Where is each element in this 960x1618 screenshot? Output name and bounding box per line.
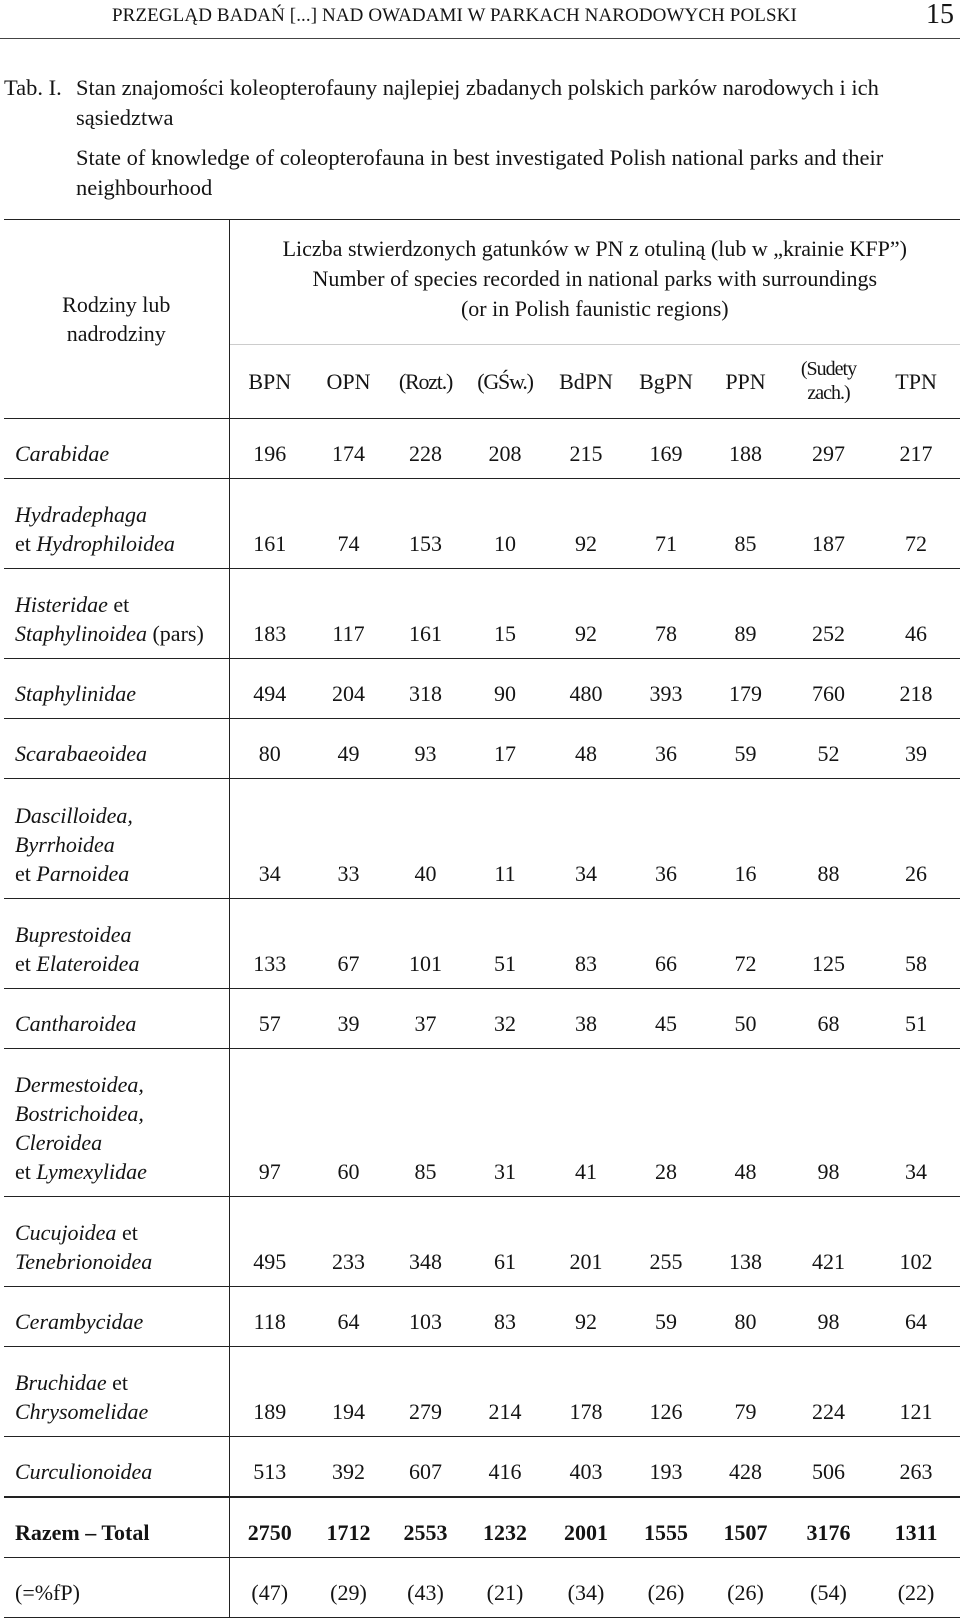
park-header-gsw: (GŚw.) xyxy=(464,345,546,419)
family-name-line xyxy=(15,439,229,468)
species-count: 228 xyxy=(387,419,464,479)
family-name xyxy=(4,419,229,479)
species-count: 506 xyxy=(785,1437,872,1498)
taxon-name: Buprestoidea xyxy=(15,922,132,947)
species-count: 80 xyxy=(229,719,310,779)
species-count: 34 xyxy=(229,779,310,899)
family-name-line xyxy=(15,1218,229,1247)
species-count: 37 xyxy=(387,989,464,1049)
species-count: 72 xyxy=(872,479,960,569)
species-count: 16 xyxy=(706,779,785,899)
taxon-name: Chrysomelidae xyxy=(15,1399,148,1424)
species-count: 59 xyxy=(706,719,785,779)
species-count: 51 xyxy=(464,899,546,989)
taxon-name: Dascilloidea, xyxy=(15,803,133,828)
family-name-line xyxy=(15,1457,229,1486)
family-name-line xyxy=(15,1009,229,1038)
species-count: 255 xyxy=(626,1197,706,1287)
species-count: 97 xyxy=(229,1049,310,1197)
species-count: 74 xyxy=(310,479,387,569)
family-header-line-1: Rodziny lub xyxy=(4,290,229,319)
species-count: 68 xyxy=(785,989,872,1049)
taxon-name: Histeridae xyxy=(15,592,108,617)
species-count: 59 xyxy=(626,1287,706,1347)
taxon-name: Staphylinoidea xyxy=(15,621,147,646)
family-name-line xyxy=(15,920,229,949)
species-count: 121 xyxy=(872,1347,960,1437)
species-count: 118 xyxy=(229,1287,310,1347)
species-count: 51 xyxy=(872,989,960,1049)
species-count: 83 xyxy=(546,899,626,989)
taxon-name: Tenebrionoidea xyxy=(15,1249,152,1274)
span-header-english-1: Number of species recorded in national parks with surroundings xyxy=(230,264,960,294)
species-count: 67 xyxy=(310,899,387,989)
park-header-ppn: PPN xyxy=(706,345,785,419)
table-row xyxy=(4,989,960,1049)
taxon-name: Staphylinidae xyxy=(15,681,136,706)
species-count: 318 xyxy=(387,659,464,719)
family-column-header xyxy=(4,220,229,419)
species-count: 194 xyxy=(310,1347,387,1437)
park-header-bgpn: BgPN xyxy=(626,345,706,419)
species-count: 48 xyxy=(546,719,626,779)
species-count: 88 xyxy=(785,779,872,899)
taxon-name: Bruchidae xyxy=(15,1370,107,1395)
family-name-line xyxy=(15,1099,229,1128)
family-name-line xyxy=(15,1157,229,1186)
species-count: 36 xyxy=(626,779,706,899)
species-count: 403 xyxy=(546,1437,626,1498)
species-count: 98 xyxy=(785,1049,872,1197)
species-count: 79 xyxy=(706,1347,785,1437)
family-name-line xyxy=(15,590,229,619)
species-count: 224 xyxy=(785,1347,872,1437)
running-title: PRZEGLĄD BADAŃ [...] NAD OWADAMI W PARKACH NARODOWYCH POLSKI xyxy=(112,5,797,27)
total-value: 1311 xyxy=(872,1497,960,1558)
species-count: 187 xyxy=(785,479,872,569)
species-count: 92 xyxy=(546,479,626,569)
taxon-name: Dermestoidea, xyxy=(15,1072,144,1097)
taxon-name: Lymexylidae xyxy=(36,1159,147,1184)
family-name-line xyxy=(15,949,229,978)
species-count: 348 xyxy=(387,1197,464,1287)
species-count: 607 xyxy=(387,1437,464,1498)
family-name xyxy=(4,1197,229,1287)
species-count: 11 xyxy=(464,779,546,899)
species-count: 92 xyxy=(546,1287,626,1347)
connector-text: (pars) xyxy=(147,621,204,646)
taxon-name: Bostrichoidea, xyxy=(15,1101,144,1126)
running-header xyxy=(0,0,960,39)
species-count: 480 xyxy=(546,659,626,719)
species-count: 33 xyxy=(310,779,387,899)
species-count: 57 xyxy=(229,989,310,1049)
taxon-name: Cantharoidea xyxy=(15,1011,136,1036)
species-count: 215 xyxy=(546,419,626,479)
taxon-name: Parnoidea xyxy=(36,861,129,886)
table-row xyxy=(4,479,960,569)
total-value: 2750 xyxy=(229,1497,310,1558)
species-count: 760 xyxy=(785,659,872,719)
percent-value: (29) xyxy=(310,1558,387,1618)
coleoptera-table xyxy=(4,219,960,1618)
percent-value: (34) xyxy=(546,1558,626,1618)
species-count: 39 xyxy=(310,989,387,1049)
species-count: 26 xyxy=(872,779,960,899)
species-count: 183 xyxy=(229,569,310,659)
percent-value: (43) xyxy=(387,1558,464,1618)
total-label: Razem – Total xyxy=(4,1497,229,1558)
species-count: 34 xyxy=(546,779,626,899)
taxon-name: Cleroidea xyxy=(15,1130,102,1155)
species-count: 193 xyxy=(626,1437,706,1498)
species-count: 393 xyxy=(626,659,706,719)
family-name-line xyxy=(15,1070,229,1099)
family-name-line xyxy=(15,1368,229,1397)
park-header-opn: OPN xyxy=(310,345,387,419)
species-count: 45 xyxy=(626,989,706,1049)
species-count: 66 xyxy=(626,899,706,989)
species-count: 52 xyxy=(785,719,872,779)
species-count: 189 xyxy=(229,1347,310,1437)
species-count: 85 xyxy=(706,479,785,569)
table-row xyxy=(4,1437,960,1498)
species-count: 71 xyxy=(626,479,706,569)
total-value: 1712 xyxy=(310,1497,387,1558)
species-count: 188 xyxy=(706,419,785,479)
table-row xyxy=(4,1287,960,1347)
percent-value: (21) xyxy=(464,1558,546,1618)
table-body xyxy=(4,419,960,1498)
species-count: 233 xyxy=(310,1197,387,1287)
species-count: 83 xyxy=(464,1287,546,1347)
species-count: 179 xyxy=(706,659,785,719)
sudety-line-2: zach.) xyxy=(807,382,849,404)
species-count: 38 xyxy=(546,989,626,1049)
species-count: 252 xyxy=(785,569,872,659)
family-name xyxy=(4,1347,229,1437)
family-name-line xyxy=(15,1247,229,1276)
page-number: 15 xyxy=(926,0,954,31)
percent-value: (54) xyxy=(785,1558,872,1618)
percent-row xyxy=(4,1558,960,1618)
table-title-english: State of knowledge of coleopterofauna in best investigated Polish national parks and their neighbourhood xyxy=(76,143,960,203)
span-header-english-2: (or in Polish faunistic regions) xyxy=(230,294,960,324)
family-name xyxy=(4,1049,229,1197)
species-count: 64 xyxy=(310,1287,387,1347)
species-count: 92 xyxy=(546,569,626,659)
species-count: 60 xyxy=(310,1049,387,1197)
species-count: 428 xyxy=(706,1437,785,1498)
species-count: 204 xyxy=(310,659,387,719)
species-count: 39 xyxy=(872,719,960,779)
species-count: 125 xyxy=(785,899,872,989)
species-count: 153 xyxy=(387,479,464,569)
species-count: 133 xyxy=(229,899,310,989)
total-value: 3176 xyxy=(785,1497,872,1558)
species-count: 297 xyxy=(785,419,872,479)
connector-text: et xyxy=(15,1159,36,1184)
species-count: 161 xyxy=(229,479,310,569)
table-row xyxy=(4,419,960,479)
species-count: 90 xyxy=(464,659,546,719)
table-row xyxy=(4,899,960,989)
species-count: 495 xyxy=(229,1197,310,1287)
taxon-name: Elateroidea xyxy=(36,951,139,976)
percent-value: (26) xyxy=(706,1558,785,1618)
species-count: 494 xyxy=(229,659,310,719)
species-count: 46 xyxy=(872,569,960,659)
connector-text: et xyxy=(15,951,36,976)
species-count: 41 xyxy=(546,1049,626,1197)
taxon-name: Byrrhoidea xyxy=(15,832,115,857)
table-row xyxy=(4,659,960,719)
species-count-header xyxy=(229,220,960,345)
family-name xyxy=(4,659,229,719)
span-header-polish: Liczba stwierdzonych gatunków w PN z otuliną (lub w „krainie KFP”) xyxy=(230,234,960,264)
family-name xyxy=(4,569,229,659)
connector-text: et xyxy=(116,1220,137,1245)
species-count: 513 xyxy=(229,1437,310,1498)
species-count: 34 xyxy=(872,1049,960,1197)
species-count: 50 xyxy=(706,989,785,1049)
species-count: 48 xyxy=(706,1049,785,1197)
family-name xyxy=(4,1287,229,1347)
family-name-line xyxy=(15,529,229,558)
family-name xyxy=(4,899,229,989)
species-count: 263 xyxy=(872,1437,960,1498)
taxon-name: Cerambycidae xyxy=(15,1309,143,1334)
species-count: 89 xyxy=(706,569,785,659)
family-name xyxy=(4,479,229,569)
species-count: 208 xyxy=(464,419,546,479)
percent-value: (47) xyxy=(229,1558,310,1618)
species-count: 102 xyxy=(872,1197,960,1287)
family-name-line xyxy=(15,1128,229,1157)
species-count: 28 xyxy=(626,1049,706,1197)
connector-text: et xyxy=(15,861,36,886)
taxon-name: Hydradephaga xyxy=(15,502,147,527)
family-name-line xyxy=(15,830,229,859)
connector-text: et xyxy=(107,1370,128,1395)
table-row xyxy=(4,779,960,899)
taxon-name: Carabidae xyxy=(15,441,109,466)
species-count: 214 xyxy=(464,1347,546,1437)
family-name-line xyxy=(15,739,229,768)
family-name xyxy=(4,719,229,779)
park-header-sudety xyxy=(785,345,872,419)
family-name-line xyxy=(15,1397,229,1426)
park-header-tpn: TPN xyxy=(872,345,960,419)
taxon-name: Curculionoidea xyxy=(15,1459,152,1484)
species-count: 98 xyxy=(785,1287,872,1347)
species-count: 196 xyxy=(229,419,310,479)
connector-text: et xyxy=(108,592,129,617)
total-value: 1507 xyxy=(706,1497,785,1558)
species-count: 421 xyxy=(785,1197,872,1287)
taxon-name: Hydrophiloidea xyxy=(36,531,175,556)
species-count: 103 xyxy=(387,1287,464,1347)
species-count: 201 xyxy=(546,1197,626,1287)
species-count: 32 xyxy=(464,989,546,1049)
family-name-line xyxy=(15,619,229,648)
taxon-name: Cucujoidea xyxy=(15,1220,116,1245)
species-count: 218 xyxy=(872,659,960,719)
species-count: 392 xyxy=(310,1437,387,1498)
total-value: 1232 xyxy=(464,1497,546,1558)
taxon-name: Scarabaeoidea xyxy=(15,741,147,766)
family-name xyxy=(4,989,229,1049)
park-header-bpn: BPN xyxy=(229,345,310,419)
species-count: 17 xyxy=(464,719,546,779)
park-header-bdpn: BdPN xyxy=(546,345,626,419)
percent-label: (=%fP) xyxy=(4,1558,229,1618)
species-count: 138 xyxy=(706,1197,785,1287)
species-count: 49 xyxy=(310,719,387,779)
species-count: 279 xyxy=(387,1347,464,1437)
park-header-rozt: (Rozt.) xyxy=(387,345,464,419)
species-count: 169 xyxy=(626,419,706,479)
table-row xyxy=(4,569,960,659)
species-count: 126 xyxy=(626,1347,706,1437)
family-name-line xyxy=(15,801,229,830)
species-count: 58 xyxy=(872,899,960,989)
species-count: 174 xyxy=(310,419,387,479)
species-count: 64 xyxy=(872,1287,960,1347)
species-count: 10 xyxy=(464,479,546,569)
species-count: 217 xyxy=(872,419,960,479)
family-name-line xyxy=(15,1307,229,1336)
species-count: 15 xyxy=(464,569,546,659)
species-count: 78 xyxy=(626,569,706,659)
table-row xyxy=(4,1049,960,1197)
family-name xyxy=(4,1437,229,1498)
family-name-line xyxy=(15,679,229,708)
species-count: 36 xyxy=(626,719,706,779)
family-name-line xyxy=(15,500,229,529)
species-count: 178 xyxy=(546,1347,626,1437)
species-count: 85 xyxy=(387,1049,464,1197)
total-value: 1555 xyxy=(626,1497,706,1558)
species-count: 161 xyxy=(387,569,464,659)
sudety-line-1: (Sudety xyxy=(801,358,856,380)
table-row xyxy=(4,719,960,779)
connector-text: et xyxy=(15,531,36,556)
total-value: 2001 xyxy=(546,1497,626,1558)
species-count: 31 xyxy=(464,1049,546,1197)
table-label: Tab. I. xyxy=(4,73,62,103)
percent-value: (26) xyxy=(626,1558,706,1618)
species-count: 72 xyxy=(706,899,785,989)
total-value: 2553 xyxy=(387,1497,464,1558)
species-count: 61 xyxy=(464,1197,546,1287)
species-count: 80 xyxy=(706,1287,785,1347)
species-count: 117 xyxy=(310,569,387,659)
species-count: 40 xyxy=(387,779,464,899)
table-row xyxy=(4,1197,960,1287)
table-row xyxy=(4,1347,960,1437)
species-count: 93 xyxy=(387,719,464,779)
family-name xyxy=(4,779,229,899)
family-name-line xyxy=(15,859,229,888)
species-count: 101 xyxy=(387,899,464,989)
table-title-polish: Stan znajomości koleopterofauny najlepiej zbadanych polskich parków narodowych i ich sąsiedztwa xyxy=(76,73,960,133)
family-header-line-2: nadrodziny xyxy=(4,319,229,348)
species-count: 416 xyxy=(464,1437,546,1498)
total-row xyxy=(4,1497,960,1558)
percent-value: (22) xyxy=(872,1558,960,1618)
